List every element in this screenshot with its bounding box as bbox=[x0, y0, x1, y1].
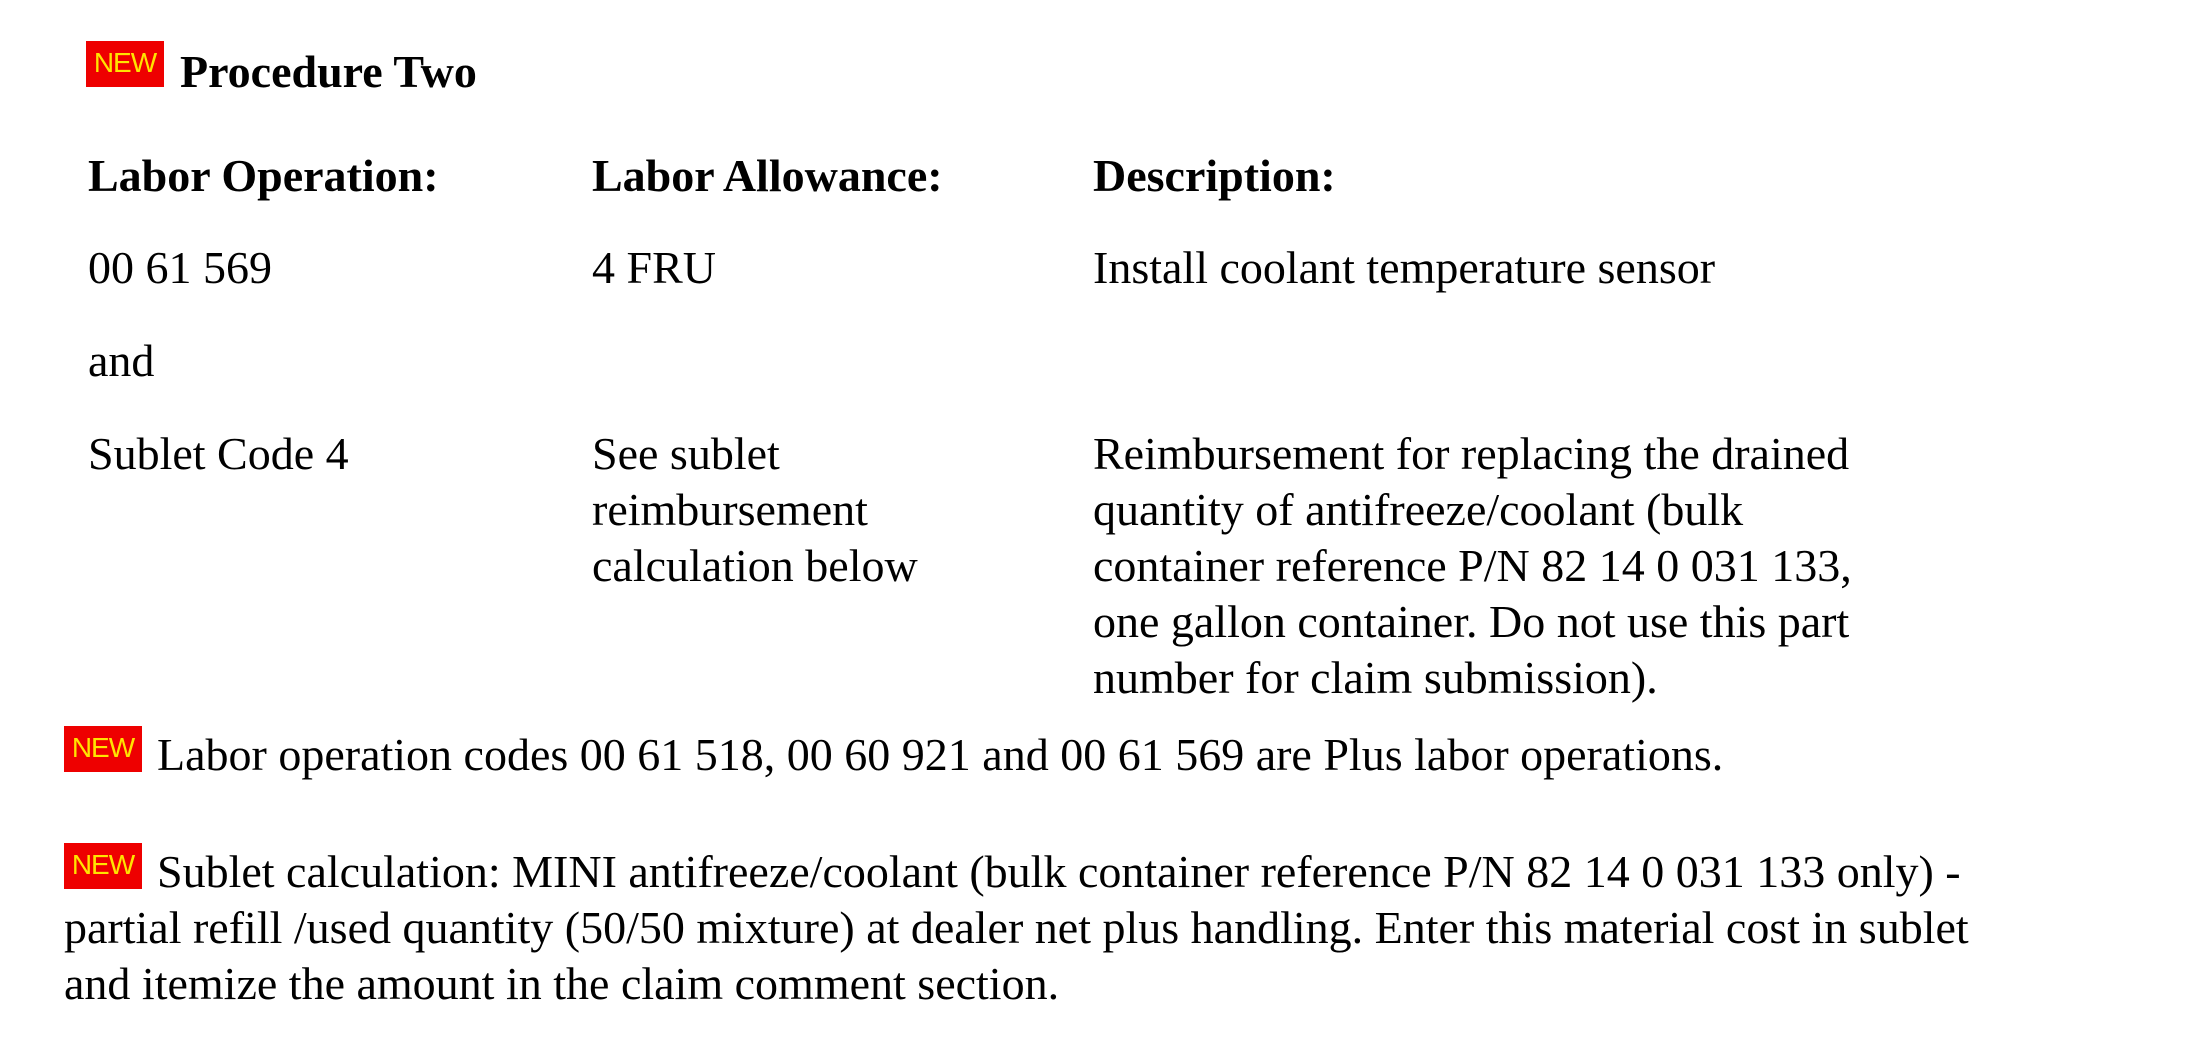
header-labor-operation: Labor Operation: bbox=[88, 150, 439, 201]
sublet-description bbox=[1093, 426, 1852, 706]
header-labor-allowance: Labor Allowance: bbox=[592, 150, 943, 201]
sublet-description-line: container reference P/N 82 14 0 031 133, bbox=[1093, 540, 1852, 591]
row-labor-allowance: 4 FRU bbox=[592, 242, 716, 293]
sublet-calc-line: and itemize the amount in the claim comment section. bbox=[64, 958, 1060, 1009]
connector-and: and bbox=[88, 335, 155, 386]
sublet-description-line: one gallon container. Do not use this part bbox=[1093, 596, 1850, 647]
sublet-description-line: number for claim submission). bbox=[1093, 652, 1658, 703]
sublet-description-line: Reimbursement for replacing the drained bbox=[1093, 428, 1850, 479]
sublet-calc-line: Sublet calculation: MINI antifreeze/coolant (bulk container reference P/N 82 14 0 031 133 only) - bbox=[157, 846, 1961, 897]
sublet-calc-note bbox=[64, 844, 1969, 1012]
new-badge: NEW bbox=[64, 843, 142, 889]
sublet-allowance-line: calculation below bbox=[592, 540, 918, 591]
sublet-labor-allowance bbox=[592, 426, 918, 594]
procedure-title: Procedure Two bbox=[180, 46, 477, 97]
new-badge: NEW bbox=[86, 41, 164, 87]
sublet-description-line: quantity of antifreeze/coolant (bulk bbox=[1093, 484, 1744, 535]
row-description: Install coolant temperature sensor bbox=[1093, 242, 1716, 293]
plus-ops-note: Labor operation codes 00 61 518, 00 60 921 and 00 61 569 are Plus labor operations. bbox=[157, 729, 1724, 780]
header-description: Description: bbox=[1093, 150, 1336, 201]
sublet-allowance-line: reimbursement bbox=[592, 484, 868, 535]
row-labor-operation: 00 61 569 bbox=[88, 242, 272, 293]
sublet-labor-operation: Sublet Code 4 bbox=[88, 428, 349, 479]
sublet-calc-line: partial refill /used quantity (50/50 mixture) at dealer net plus handling. Enter this material cost in sublet bbox=[64, 902, 1969, 953]
sublet-allowance-line: See sublet bbox=[592, 428, 780, 479]
new-badge: NEW bbox=[64, 726, 142, 772]
